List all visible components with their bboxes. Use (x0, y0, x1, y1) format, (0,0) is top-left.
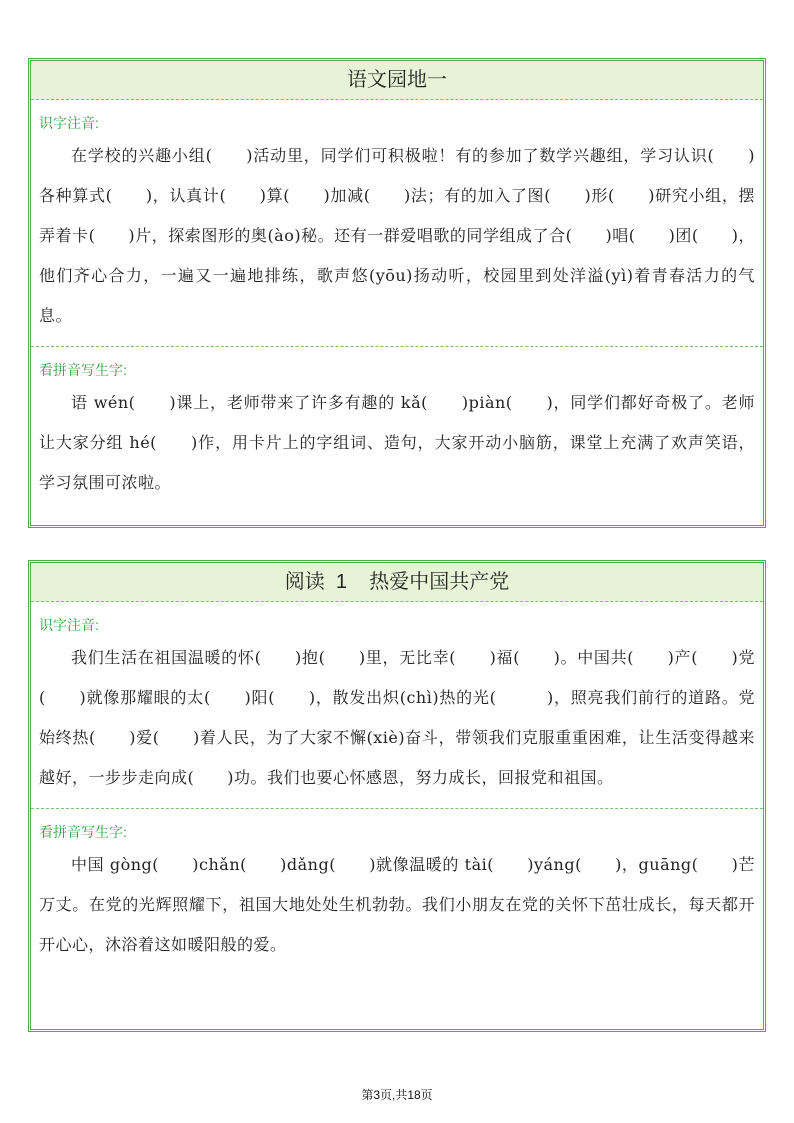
section-label: 识字注音: (39, 115, 99, 131)
panel-reading-1 (28, 560, 766, 1032)
section-shizi-zhuyin (31, 100, 763, 346)
page-number: 第3页,共18页 (361, 1088, 433, 1102)
panel-title: 语文园地一 (31, 61, 763, 100)
section-pinyin-xiezi (31, 346, 763, 513)
exercise-paragraph: 中国 gòng( )chǎn( )dǎng( )就像温暖的 tài( )yáng( )，guāng( )芒万丈。在党的光辉照耀下，祖国大地处处生机勃勃。我们小朋友在党的关怀下茁壮成长，每天都开开心心，沐浴着这如暖阳般的爱。 (39, 855, 755, 954)
section-shizi-zhuyin (31, 602, 763, 808)
section-pinyin-xiezi (31, 808, 763, 975)
section-label: 看拼音写生字: (39, 824, 127, 840)
panel-yuwen-yuandi (28, 58, 766, 528)
panel-title: 阅读 1 热爱中国共产党 (31, 563, 763, 602)
exercise-paragraph: 语 wén( )课上，老师带来了许多有趣的 kǎ( )piàn( )，同学们都好奇极了。老师让大家分组 hé( )作，用卡片上的字组词、造句，大家开动小脑筋，课堂上充满了欢声笑语，学习氛围可浓啦。 (39, 393, 755, 492)
exercise-paragraph: 我们生活在祖国温暖的怀( )抱( )里，无比幸( )福( )。中国共( )产( )党( )就像那耀眼的太( )阳( )，散发出炽(chì)热的光( )，照亮我们前行的道路。党始终热( )爱( )着人民，为了大家不懈(xiè)奋斗，带领我们克服重重困难，让生活变得越来越好，一步步走向成( )功。我们也要心怀感恩，努力成长，回报党和祖国。 (39, 648, 755, 787)
exercise-paragraph: 在学校的兴趣小组( )活动里，同学们可积极啦！有的参加了数学兴趣组，学习认识( )各种算式( )，认真计( )算( )加减( )法；有的加入了图( )形( )研究小组，摆弄着卡( )片，探索图形的奥(ào)秘。还有一群爱唱歌的同学组成了合( )唱( )团( )，他们齐心合力，一遍又一遍地排练，歌声悠(yōu)扬动听，校园里到处洋溢(yì)着青春活力的气息。 (39, 146, 755, 325)
section-label: 识字注音: (39, 617, 99, 633)
section-label: 看拼音写生字: (39, 362, 127, 378)
